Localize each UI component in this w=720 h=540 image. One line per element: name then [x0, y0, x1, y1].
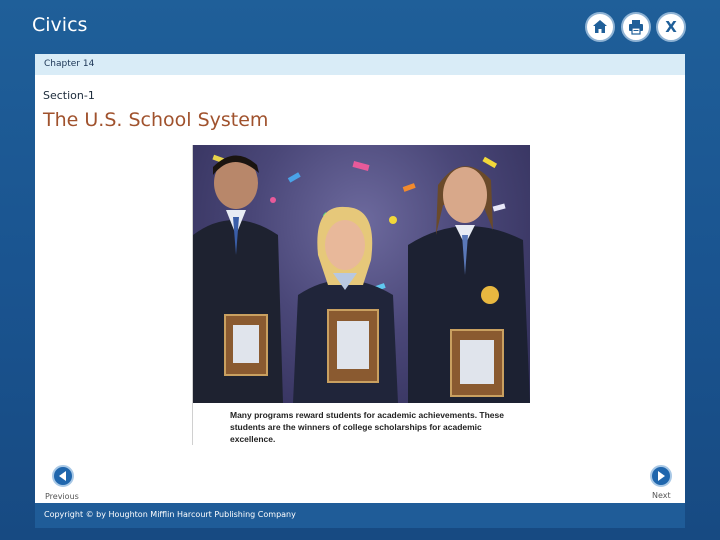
student-middle	[293, 207, 398, 403]
home-icon	[591, 18, 609, 36]
figure	[192, 145, 530, 445]
content-panel	[35, 54, 685, 528]
students-illustration	[193, 145, 530, 403]
copyright-text: Copyright © by Houghton Mifflin Harcourt Publishing Company	[44, 510, 296, 519]
chapter-bar	[35, 54, 685, 75]
previous-button[interactable]	[52, 465, 74, 487]
next-button[interactable]	[650, 465, 672, 487]
arrow-left-icon	[54, 467, 72, 485]
previous-label[interactable]: Previous	[45, 492, 79, 501]
footer-bar	[35, 503, 685, 528]
student-right	[408, 166, 530, 403]
app-title: Civics	[32, 14, 88, 36]
section-label: Section-1	[43, 89, 95, 102]
chapter-label: Chapter 14	[44, 59, 95, 69]
arrow-right-icon	[652, 467, 670, 485]
print-icon	[627, 18, 645, 36]
close-icon: X	[665, 18, 677, 36]
next-label[interactable]: Next	[652, 491, 671, 500]
home-button[interactable]	[585, 12, 615, 42]
close-button[interactable]	[656, 12, 686, 42]
print-button[interactable]	[621, 12, 651, 42]
page-title: The U.S. School System	[43, 109, 269, 131]
students-photo	[193, 145, 530, 403]
student-left	[193, 155, 283, 403]
figure-caption: Many programs reward students for academic achievements. These students are the winners of college scholarships for academic excellence.	[230, 410, 504, 444]
